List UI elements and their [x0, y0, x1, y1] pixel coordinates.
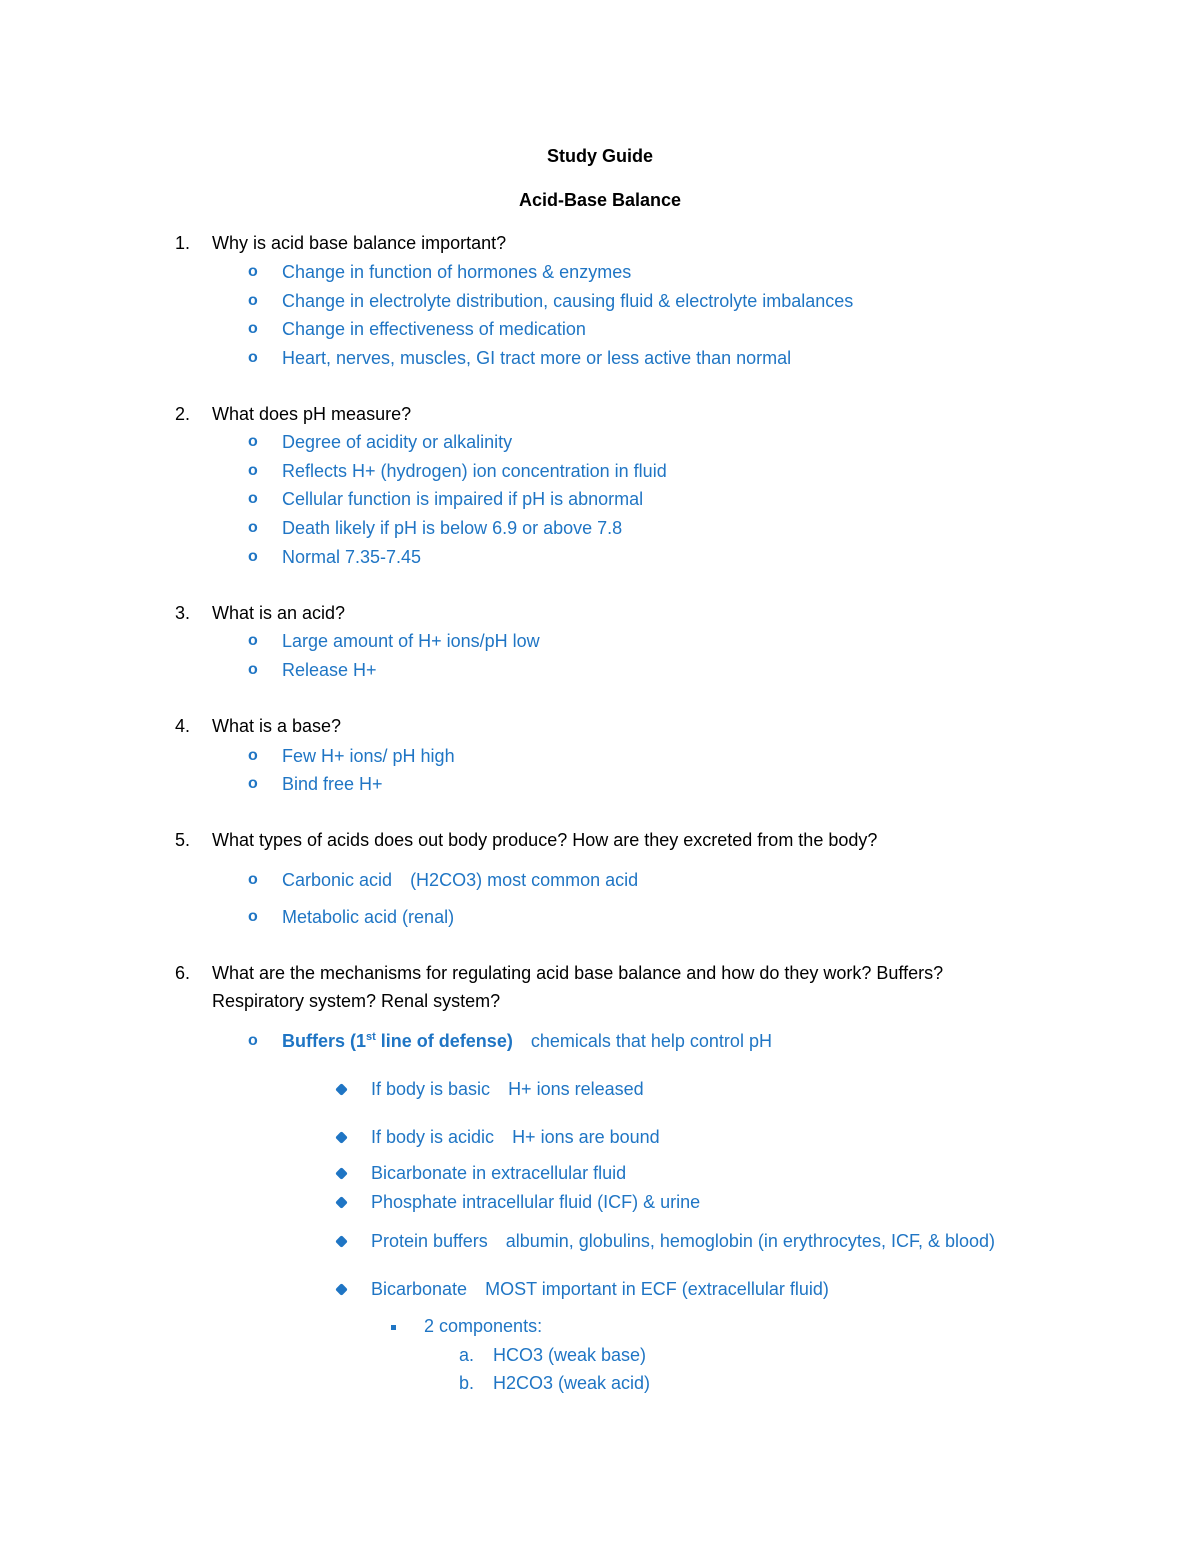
- buffers-label-sup: st: [366, 1031, 376, 1043]
- answer-text: Heart, nerves, muscles, GI tract more or less active than normal: [282, 348, 792, 368]
- circle-bullet-icon: o: [248, 263, 258, 280]
- question-text-line-1: What are the mechanisms for regulating acid base balance and how do they work? Buffers?: [212, 963, 944, 983]
- answer-text: Death likely if pH is below 6.9 or above 7.8: [282, 518, 623, 538]
- diamond-bullet-icon: [335, 1083, 348, 1096]
- diamond-bullet-icon: [335, 1196, 348, 1209]
- sub-item-right: albumin, globulins, hemoglobin (in erythrocytes, ICF, & blood): [505, 1231, 995, 1251]
- circle-bullet-icon: o: [248, 320, 258, 337]
- circle-bullet-icon: o: [248, 1032, 258, 1049]
- sub-item-left: Protein buffers: [371, 1231, 488, 1251]
- question-number: 4.: [175, 716, 191, 736]
- diamond-bullet-icon: [335, 1283, 348, 1296]
- sub-item-left: If body is acidic: [371, 1127, 495, 1147]
- circle-bullet-icon: o: [248, 462, 258, 479]
- sub-item-left: Bicarbonate: [371, 1279, 468, 1299]
- circle-bullet-icon: o: [248, 871, 258, 888]
- buffers-label-pre: Buffers (1: [282, 1031, 367, 1051]
- circle-bullet-icon: o: [248, 548, 258, 565]
- answer-text: Change in function of hormones & enzymes: [282, 262, 632, 282]
- component-text: H2CO3 (weak acid): [493, 1373, 651, 1393]
- answer-right-text: (H2CO3) most common acid: [410, 870, 639, 890]
- answer-text: Large amount of H+ ions/pH low: [282, 631, 540, 651]
- buffers-label-post: line of defense): [375, 1031, 513, 1051]
- diamond-bullet-icon: [335, 1131, 348, 1144]
- question-number: 2.: [175, 404, 191, 424]
- question-text: What is a base?: [212, 716, 342, 736]
- sub-item-right: H+ ions are bound: [512, 1127, 660, 1147]
- answer-text: [282, 1030, 772, 1052]
- buffers-description: chemicals that help control pH: [530, 1031, 772, 1051]
- answer-text: [282, 869, 638, 891]
- answer-text: Degree of acidity or alkalinity: [282, 432, 513, 452]
- circle-bullet-icon: o: [248, 433, 258, 450]
- document-subtitle: Acid-Base Balance: [518, 190, 682, 210]
- sub-item-right: H+ ions released: [508, 1079, 644, 1099]
- sub-item-text: Phosphate intracellular fluid (ICF) & urine: [371, 1192, 701, 1212]
- diamond-bullet-icon: [335, 1235, 348, 1248]
- question-text: What is an acid?: [212, 603, 346, 623]
- buffers-label: [282, 1031, 513, 1051]
- components-label: 2 components:: [424, 1316, 543, 1336]
- sub-item-text: [371, 1278, 829, 1300]
- sub-item-right: MOST important in ECF (extracellular fluid): [485, 1279, 829, 1299]
- square-bullet-icon: [391, 1325, 396, 1330]
- answer-text: Reflects H+ (hydrogen) ion concentration in fluid: [282, 461, 667, 481]
- question-text: What does pH measure?: [212, 404, 412, 424]
- circle-bullet-icon: o: [248, 747, 258, 764]
- answer-text: Normal 7.35-7.45: [282, 547, 422, 567]
- question-text: Why is acid base balance important?: [212, 233, 507, 253]
- diamond-bullet-icon: [335, 1167, 348, 1180]
- circle-bullet-icon: o: [248, 292, 258, 309]
- sub-item-left: If body is basic: [371, 1079, 491, 1099]
- component-text: HCO3 (weak base): [493, 1345, 647, 1365]
- document-title: Study Guide: [546, 146, 653, 166]
- circle-bullet-icon: o: [248, 632, 258, 649]
- circle-bullet-icon: o: [248, 661, 258, 678]
- component-letter: a.: [459, 1345, 475, 1365]
- circle-bullet-icon: o: [248, 519, 258, 536]
- question-number: 6.: [175, 963, 191, 983]
- question-number: 5.: [175, 830, 191, 850]
- question-text: What types of acids does out body produce? How are they excreted from the body?: [212, 830, 878, 850]
- question-text-line-2: Respiratory system? Renal system?: [212, 991, 501, 1011]
- answer-text: Change in electrolyte distribution, causing fluid & electrolyte imbalances: [282, 291, 854, 311]
- sub-item-text: [371, 1126, 660, 1148]
- component-letter: b.: [459, 1373, 475, 1393]
- circle-bullet-icon: o: [248, 908, 258, 925]
- sub-item-text: [371, 1230, 995, 1252]
- question-number: 1.: [175, 233, 191, 253]
- answer-text: Cellular function is impaired if pH is abnormal: [282, 489, 644, 509]
- circle-bullet-icon: o: [248, 490, 258, 507]
- circle-bullet-icon: o: [248, 775, 258, 792]
- answer-text: Release H+: [282, 660, 377, 680]
- sub-item-text: Bicarbonate in extracellular fluid: [371, 1163, 627, 1183]
- sub-item-text: [371, 1078, 644, 1100]
- answer-text: Metabolic acid (renal): [282, 907, 455, 927]
- answer-text: Bind free H+: [282, 774, 383, 794]
- answer-text: Change in effectiveness of medication: [282, 319, 586, 339]
- question-number: 3.: [175, 603, 191, 623]
- answer-text: Few H+ ions/ pH high: [282, 746, 455, 766]
- answer-left-text: Carbonic acid: [282, 870, 393, 890]
- circle-bullet-icon: o: [248, 349, 258, 366]
